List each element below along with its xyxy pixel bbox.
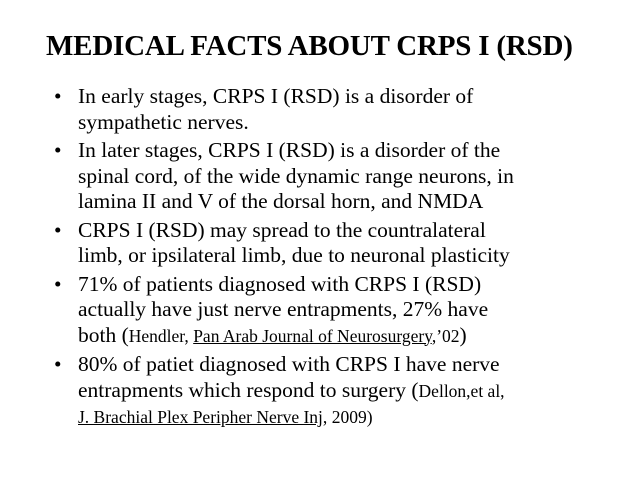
- citation-year: 2009): [327, 407, 373, 427]
- bullet-dot-icon: •: [54, 271, 62, 296]
- citation-year: ,’02: [431, 325, 460, 346]
- citation-author: Dellon,et al,: [418, 380, 505, 401]
- bullet-list: [48, 84, 628, 434]
- bullet-text-line: limb, or ipsilateral limb, due to neuronal plasticity: [78, 243, 510, 267]
- bullet-text-line: CRPS I (RSD) may spread to the countralateral: [78, 217, 486, 242]
- citation-line: [78, 323, 628, 350]
- bullet-text-line: lamina II and V of the dorsal horn, and NMDA: [78, 189, 484, 213]
- bullet-text-line: 71% of patients diagnosed with CRPS I (RSD): [78, 271, 482, 296]
- bullet-dot-icon: •: [54, 217, 62, 242]
- bullet-item: [48, 272, 628, 350]
- bullet-item: [48, 352, 628, 431]
- citation-author: Hendler,: [128, 325, 194, 346]
- citation-journal: Pan Arab Journal of Neurosurgery: [193, 325, 432, 346]
- bullet-item: [48, 218, 628, 269]
- bullet-text-line: sympathetic nerves.: [78, 109, 249, 134]
- bullet-text-line: actually have just nerve entrapments, 27% have: [78, 297, 489, 321]
- citation-suffix: ): [459, 322, 467, 347]
- bullet-text-line: spinal cord, of the wide dynamic range neurons, in: [78, 163, 514, 188]
- slide-title: MEDICAL FACTS ABOUT CRPS I (RSD): [46, 30, 573, 62]
- bullet-dot-icon: •: [54, 138, 62, 162]
- citation-prefix: both (: [78, 322, 129, 347]
- bullet-text-line: 80% of patiet diagnosed with CRPS I have nerve: [78, 352, 500, 376]
- bullet-dot-icon: •: [54, 352, 62, 376]
- citation-line: [78, 404, 628, 431]
- bullet-item: [48, 84, 628, 135]
- citation-line: [78, 378, 628, 405]
- bullet-text-line: In early stages, CRPS I (RSD) is a disorder of: [78, 84, 474, 108]
- bullet-dot-icon: •: [54, 84, 62, 108]
- citation-journal: J. Brachial Plex Peripher Nerve Inj,: [78, 407, 328, 427]
- bullet-item: [48, 138, 628, 215]
- citation-lead-text: entrapments which respond to surgery (: [78, 377, 419, 402]
- bullet-text-line: In later stages, CRPS I (RSD) is a disorder of the: [78, 138, 501, 162]
